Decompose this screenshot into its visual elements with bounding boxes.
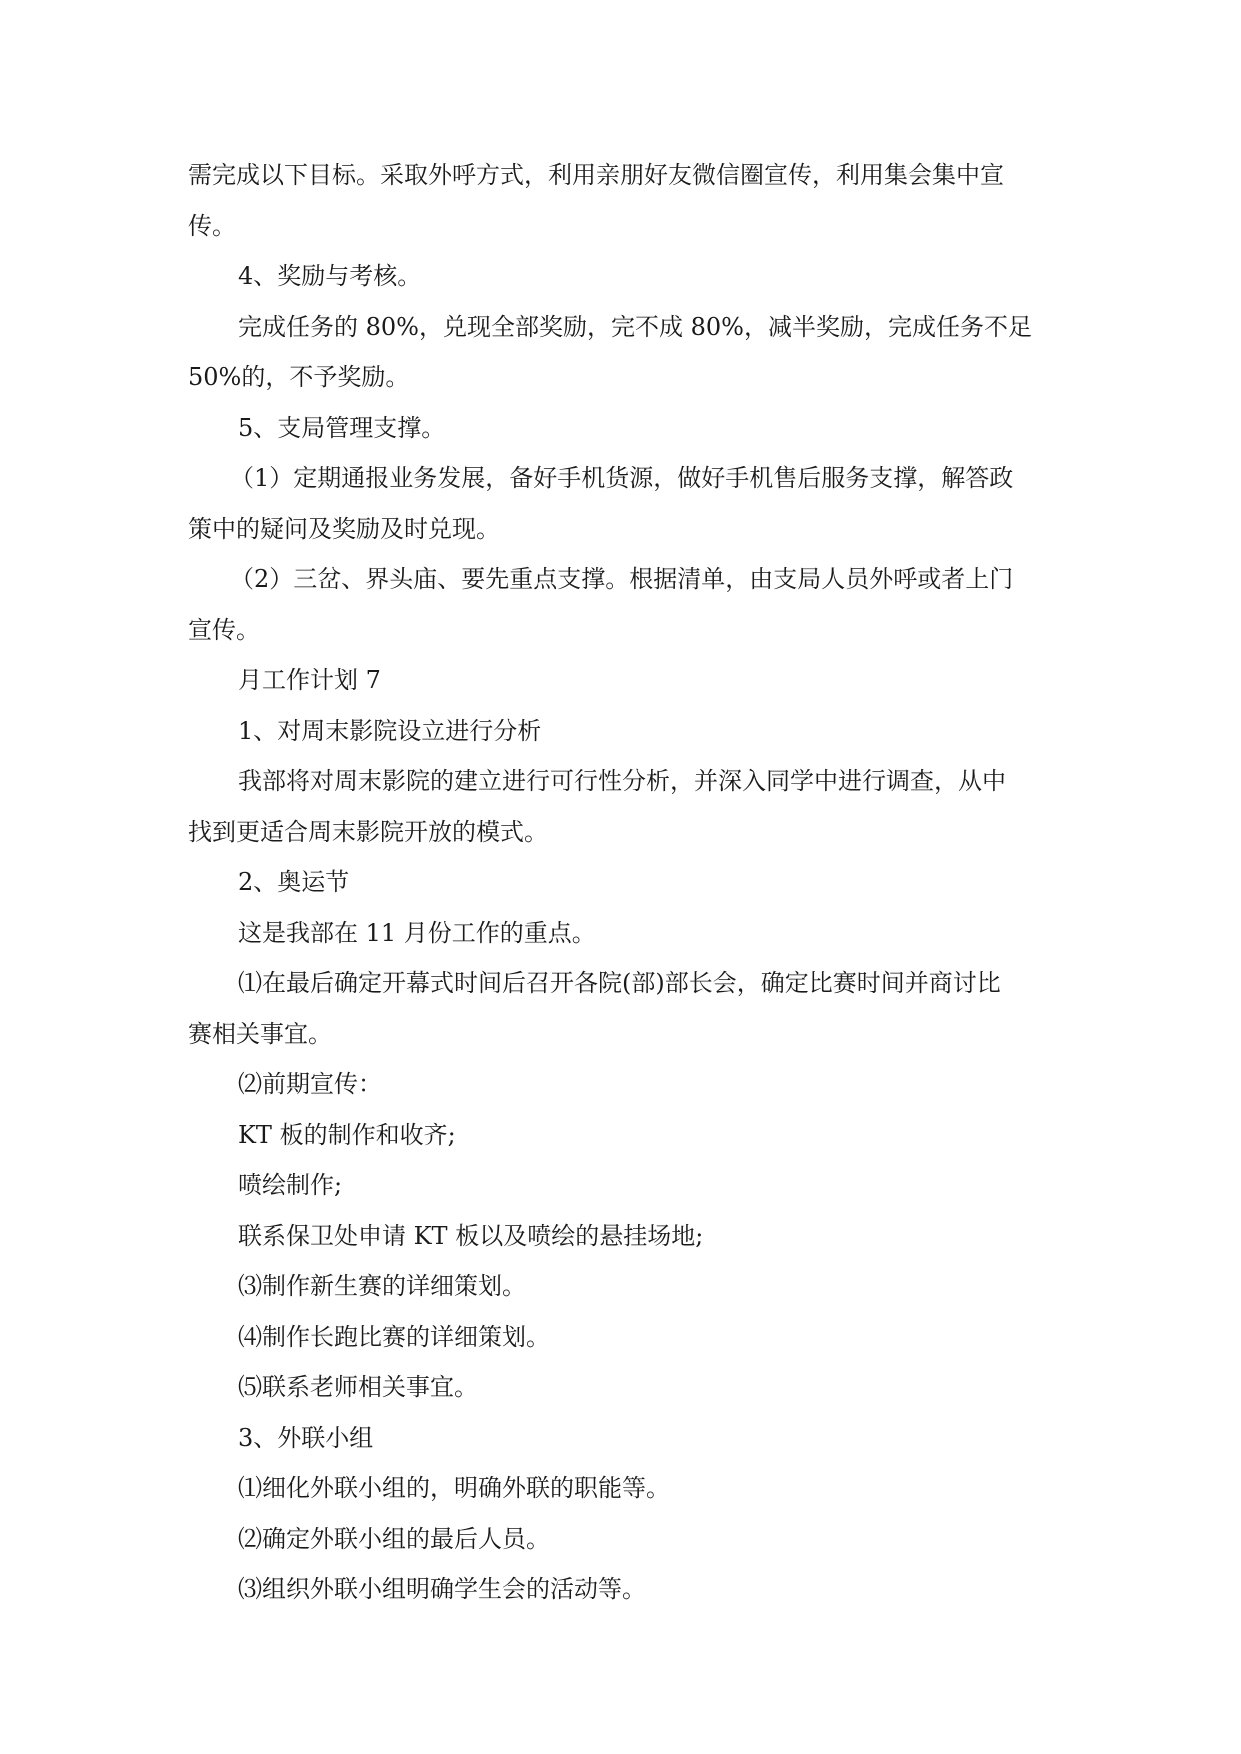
paragraph-line: 50%的，不予奖励。 xyxy=(188,363,410,391)
paragraph-line: 需完成以下目标。采取外呼方式，利用亲朋好友微信圈宣传，利用集会集中宣 xyxy=(188,161,1004,189)
section-heading: 5、支局管理支撑。 xyxy=(238,413,446,442)
list-item: ⑵确定外联小组的最后人员。 xyxy=(238,1524,550,1553)
list-item: 联系保卫处申请 KT 板以及喷绘的悬挂场地; xyxy=(238,1221,704,1250)
plan-title: 月工作计划 7 xyxy=(238,666,381,694)
paragraph-line: 完成任务的 80%，兑现全部奖励，完不成 80%，减半奖励，完成任务不足 xyxy=(238,312,1032,341)
list-item: （2）三岔、界头庙、要先重点支撑。根据清单，由支局人员外呼或者上门 xyxy=(230,565,1014,593)
list-item: ⑴细化外联小组的，明确外联的职能等。 xyxy=(238,1474,670,1502)
document-body xyxy=(188,150,1058,1615)
list-item: ⑶组织外联小组明确学生会的活动等。 xyxy=(238,1575,646,1603)
list-item: （1）定期通报业务发展，备好手机货源，做好手机售后服务支撑，解答政 xyxy=(230,464,1014,492)
list-item: ⑵前期宣传： xyxy=(238,1070,382,1098)
paragraph-line: 找到更适合周末影院开放的模式。 xyxy=(188,817,548,846)
paragraph-line: 宣传。 xyxy=(188,615,260,644)
list-item: ⑸联系老师相关事宜。 xyxy=(238,1373,478,1401)
list-item: ⑴在最后确定开幕式时间后召开各院(部)部长会，确定比赛时间并商讨比 xyxy=(238,969,1001,997)
paragraph-line: 传。 xyxy=(188,211,236,240)
list-item: KT 板的制作和收齐; xyxy=(238,1120,456,1149)
paragraph-line: 这是我部在 11 月份工作的重点。 xyxy=(238,918,596,947)
section-heading: 3、外联小组 xyxy=(238,1423,374,1452)
paragraph-line: 赛相关事宜。 xyxy=(188,1019,332,1048)
paragraph-line: 策中的疑问及奖励及时兑现。 xyxy=(188,514,500,543)
paragraph-line: 我部将对周末影院的建立进行可行性分析，并深入同学中进行调查，从中 xyxy=(238,767,1006,795)
section-heading: 1、对周末影院设立进行分析 xyxy=(238,716,542,745)
list-item: 喷绘制作; xyxy=(238,1171,343,1199)
section-heading: 4、奖励与考核。 xyxy=(238,262,422,290)
list-item: ⑶制作新生赛的详细策划。 xyxy=(238,1272,526,1300)
section-heading: 2、奥运节 xyxy=(238,868,350,896)
list-item: ⑷制作长跑比赛的详细策划。 xyxy=(238,1322,550,1351)
